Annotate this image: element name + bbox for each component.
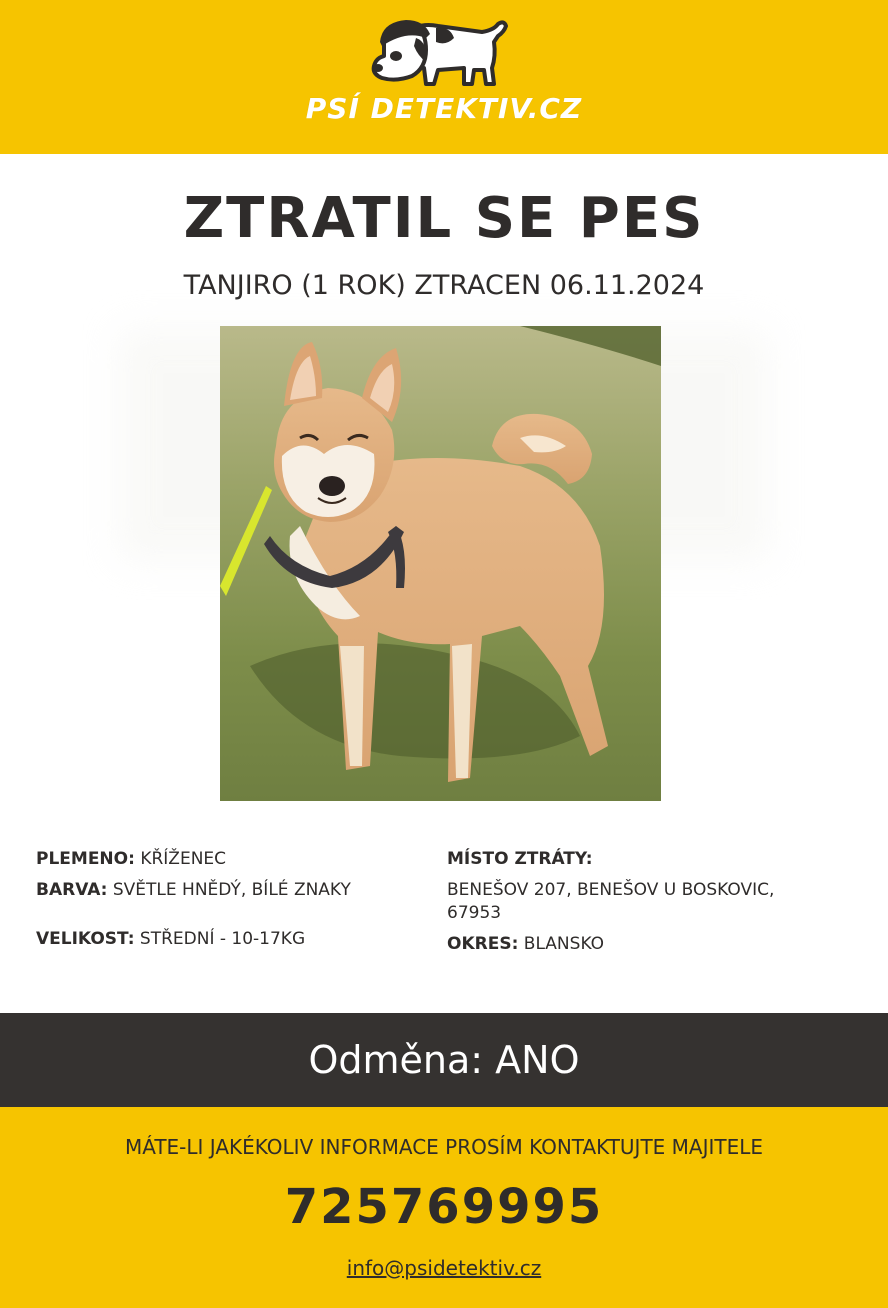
size-row [36, 928, 426, 951]
district-row [447, 933, 847, 956]
email-container [0, 1256, 888, 1280]
shiba-dog-photo [220, 326, 661, 801]
page-subtitle: TANJIRO (1 ROK) ZTRACEN 06.11.2024 [183, 270, 705, 301]
details-left-column [36, 848, 426, 959]
breed-value: KŘÍŽENEC [140, 849, 227, 869]
place-row [447, 848, 847, 871]
header-bar [0, 0, 888, 154]
brand-name: PSÍ DETEKTIV.CZ [305, 92, 583, 125]
district-label: OKRES: [447, 934, 519, 954]
color-row [36, 879, 426, 902]
breed-label: PLEMENO: [36, 849, 135, 869]
breed-row [36, 848, 426, 871]
page-title: ZTRATIL SE PES [183, 186, 705, 251]
size-value: STŘEDNÍ - 10-17KG [139, 929, 306, 949]
district-value: BLANSKO [523, 934, 605, 954]
footer [0, 1107, 888, 1308]
place-label: MÍSTO ZTRÁTY: [447, 849, 593, 869]
dog-detective-icon [366, 12, 512, 90]
color-label: BARVA: [36, 880, 108, 900]
color-value: SVĚTLE HNĚDÝ, BÍLÉ ZNAKY [112, 880, 351, 900]
reward-banner: Odměna: ANO [0, 1013, 888, 1107]
details-right-column [447, 848, 847, 964]
size-label: VELIKOST: [36, 929, 135, 949]
contact-instructions: MÁTE-LI JAKÉKOLIV INFORMACE PROSÍM KONTAKTUJTE MAJITELE [124, 1135, 764, 1159]
place-value: BENEŠOV 207, BENEŠOV U BOSKOVIC, 67953 [447, 880, 775, 923]
phone-number[interactable]: 725769995 [284, 1179, 604, 1235]
email-link[interactable]: info@psidetektiv.cz [346, 1256, 542, 1280]
